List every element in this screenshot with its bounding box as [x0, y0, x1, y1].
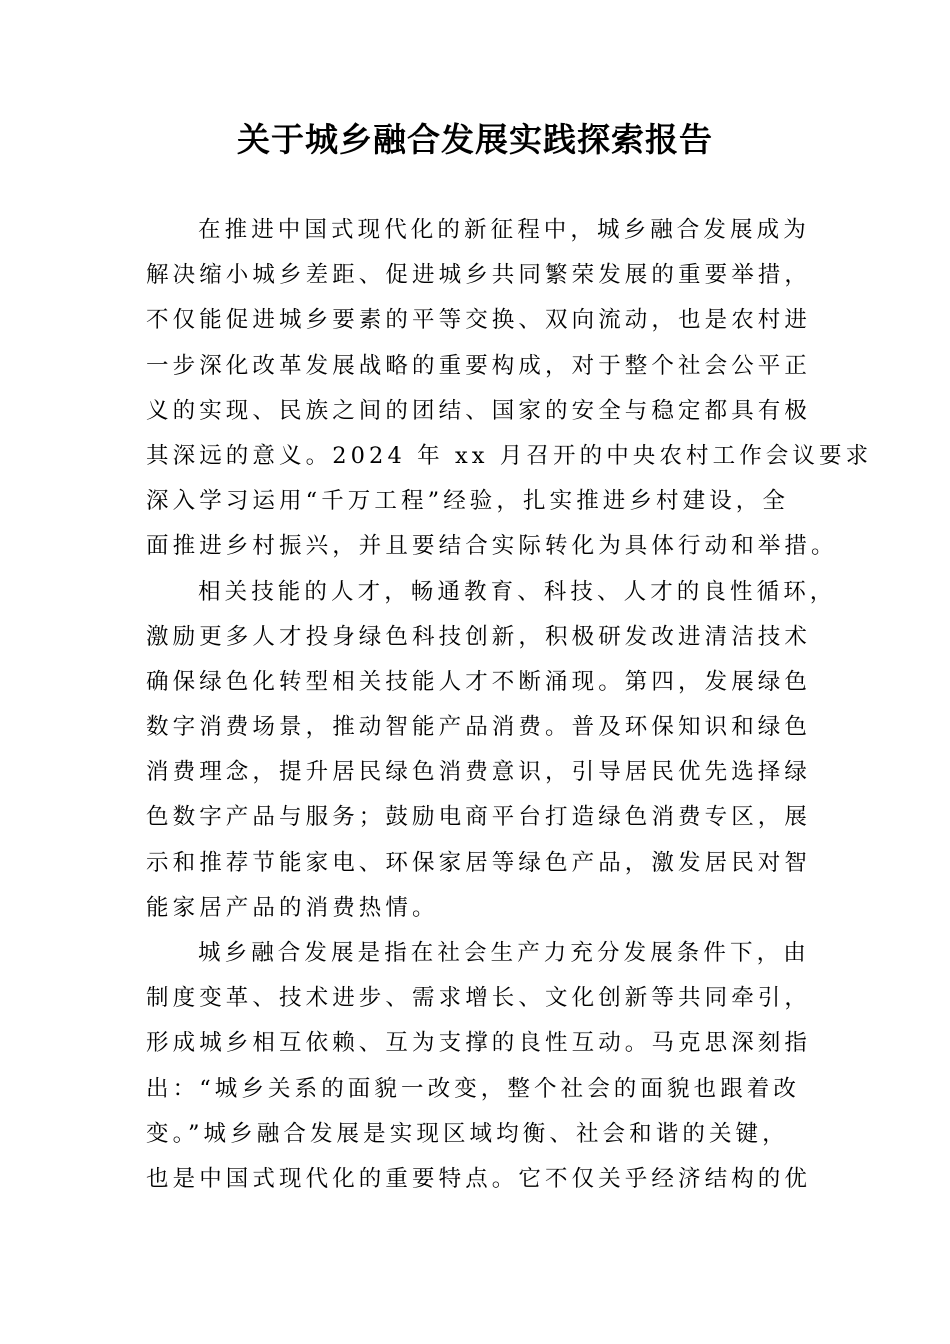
text-line: 数字消费场景，推动智能产品消费。普及环保知识和绿色	[146, 714, 812, 741]
text-line: 解决缩小城乡差距、促进城乡共同繁荣发展的重要举措，	[146, 262, 812, 289]
document-title: 关于城乡融合发展实践探索报告	[237, 120, 713, 159]
paragraph-3	[146, 931, 826, 1202]
text-line: 在推进中国式现代化的新征程中，城乡融合发展成为	[198, 217, 810, 243]
text-line: 也是中国式现代化的重要特点。它不仅关乎经济结构的优	[146, 1165, 812, 1192]
text-line: 制度变革、技术进步、需求增长、文化创新等共同牵引，	[146, 985, 812, 1012]
text-line: 城乡融合发展是指在社会生产力充分发展条件下，由	[198, 940, 810, 966]
text-line: 能家居产品的消费热情。	[146, 894, 439, 921]
paragraph-1	[146, 208, 873, 570]
text-line: 色数字产品与服务；鼓励电商平台打造绿色消费专区，展	[146, 804, 812, 831]
text-line: 相关技能的人才，畅通教育、科技、人才的良性循环，	[198, 578, 837, 605]
document-body	[146, 208, 873, 1202]
text-line: 确保绿色化转型相关技能人才不断涌现。第四，发展绿色	[146, 668, 812, 695]
text-line: 形成城乡相互依赖、互为支撑的良性互动。马克思深刻指	[146, 1030, 812, 1057]
text-line: 消费理念，提升居民绿色消费意识，引导居民优先选择绿	[146, 759, 812, 786]
text-line: 变。”城乡融合发展是实现区域均衡、社会和谐的关键，	[146, 1120, 789, 1147]
text-line: 激励更多人才投身绿色科技创新，积极研发改进清洁技术	[146, 623, 812, 650]
text-line: 义的实现、民族之间的团结、国家的安全与稳定都具有极	[146, 397, 812, 424]
text-line: 面推进乡村振兴，并且要结合实际转化为具体行动和举措。	[146, 533, 838, 560]
text-line: 出：“城乡关系的面貌一改变，整个社会的面貌也跟着改	[146, 1075, 801, 1102]
text-line: 深入学习运用“千万工程”经验，扎实推进乡村建设，全	[146, 488, 790, 515]
text-line: 一步深化改革发展战略的重要构成，对于整个社会公平正	[146, 352, 812, 379]
paragraph-2	[146, 570, 837, 932]
text-line: 其深远的意义。2024 年 xx 月召开的中央农村工作会议要求	[146, 442, 873, 469]
text-line: 不仅能促进城乡要素的平等交换、双向流动，也是农村进	[146, 307, 812, 334]
text-line: 示和推荐节能家电、环保家居等绿色产品，激发居民对智	[146, 849, 812, 876]
